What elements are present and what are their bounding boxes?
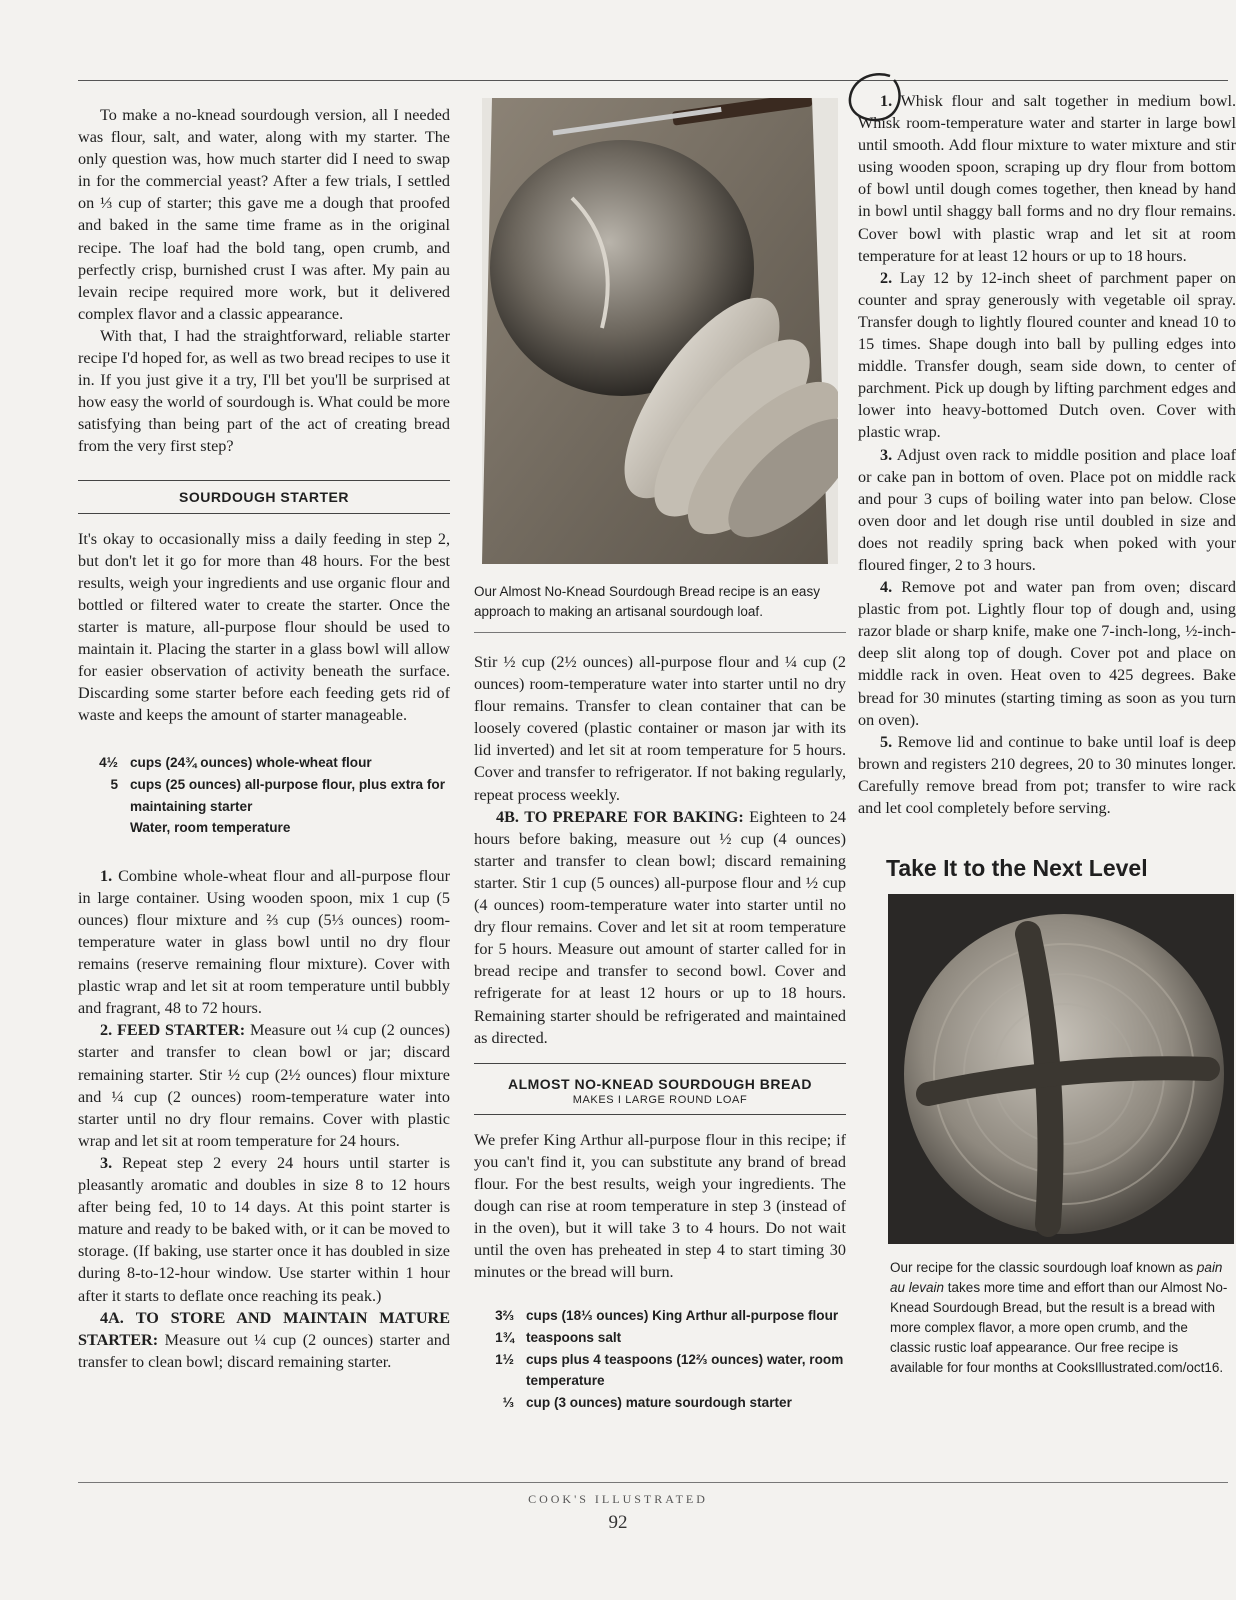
bread-step-1 [858,90,1236,267]
ingredient-desc: Water, room temperature [130,820,291,836]
ingredient-amount: 5 [110,776,118,792]
bread-step-5 [858,731,1236,819]
intro-paragraph-2: With that, I had the straightforward, reliable starter recipe I'd hoped for, as well as two bread recipes to use it in. If you just give it a try, I'll bet you'll be surprised at how easy the world of sourdough is. What could be more satisfying than being part of the act of creating bread from the very first step? [78,326,450,456]
round-loaf-image [888,894,1234,1244]
step-heading: TO STORE AND MAINTAIN MATURE STARTER: [78,1308,450,1349]
ingredient-desc: teaspoons salt [526,1329,622,1345]
column-left [78,96,450,1373]
ingredient-item [78,774,450,817]
ingredient-item [474,1327,846,1349]
pain-au-levain-photo [888,894,1234,1244]
ingredient-amount: 3⅔ [495,1308,514,1324]
top-rule [78,80,1228,81]
step-number: 4B. [496,807,519,826]
bread-yield: MAKES I LARGE ROUND LOAF [572,1093,748,1106]
ingredient-desc: cups (25 ounces) all-purpose flour, plus extra for maintaining starter [130,776,445,814]
step-text: Whisk flour and salt together in medium bowl. Whisk room-temperature water and starter in large bowl until smooth. Add flour mixture to water mixture and stir using wooden spoon, scraping up dry flour from bottom of bowl until dough comes together, then knead by hand in bowl until shaggy ball forms and no dry flour remains. Cover bowl with plastic wrap and let sit at room temperature for at least 12 hours or up to 18 hours. [858,92,1236,265]
step-text: Remove lid and continue to bake until loaf is deep brown and registers 210 degrees, 20 to 30 minutes longer. Carefully remove bread from pot; transfer to wire rack and let cool completely before serving. [858,732,1236,817]
ingredient-amount: 1½ [495,1351,514,1367]
starter-step-3 [78,1152,450,1307]
ingredient-item [78,817,450,839]
caption-text: Our recipe for the classic sourdough loaf known as [890,1260,1197,1276]
step-text: Adjust oven rack to middle position and place loaf or cake pan in bottom of oven. Place pot on middle rack and pour 3 cups of boiling water into pan below. Close oven door and let dough rise until doubled in size and does not readily spring back when poked with your floured finger, 2 to 3 hours. [858,445,1236,574]
bread-step-4 [858,576,1236,731]
starter-intro: It's okay to occasionally miss a daily feeding in step 2, but don't let it go for more than 48 hours. For the best results, weigh your ingredients and use organic flour and bottled or filtered water to create the starter. Once the starter is mature, all-purpose flour should be used to maintain it. Placing the starter in a glass bowl will allow for easier observation of activity beneath the surface. Discarding some starter before each feeding gets rid of waste and keeps the amount of starter manageable. [78,529,450,725]
ingredient-amount: 1¾ [495,1329,514,1345]
starter-ingredient-list [78,752,450,838]
step-text: Eighteen to 24 hours before baking, measure out ½ cup (4 ounces) starter and transfer to clean bowl; discard remaining starter. Stir 1 cup (5 ounces) all-purpose flour and ½ cup (4 ounces) room-temperature water into starter until no dry flour remains. Cover and let sit at room temperature for 5 hours. Measure out amount of starter called for in bread recipe and transfer to second bowl. Cover and refrigerate for at least 12 hours or up to 18 hours. Remaining starter should be refrigerated and maintained as directed. [474,807,846,1047]
sliced-loaf-image [482,98,838,564]
step-text: Lay 12 by 12-inch sheet of parchment paper on counter and spray generously with vegetable oil spray. Transfer dough to lightly floured counter and knead 10 to 15 times. Shape dough into ball by pulling edges into middle. Transfer dough, seam side down, to center of parchment. Pick up dough by lifting parchment edges and lower into heavy-bottomed Dutch oven. Cover with plastic wrap. [858,268,1236,442]
bread-step-2 [858,267,1236,444]
step-number: 3. [100,1153,113,1172]
ingredient-item [474,1392,846,1414]
no-knead-bread-photo [482,98,838,564]
step-heading: TO PREPARE FOR BAKING: [524,807,744,826]
bread-title: ALMOST NO-KNEAD SOURDOUGH BREAD [507,1075,813,1092]
bread-step-3 [858,444,1236,577]
starter-step-4b [474,806,846,1049]
caption-text: takes more time and effort than our Almost No-Knead Sourdough Bread, but the result is a bread with more complex flavor, a more open crumb, and the classic rustic loaf appearance. Our free recipe is available for four months at CooksIllustrated.com/oct16. [890,1280,1228,1376]
ingredient-item [474,1349,846,1392]
starter-step-1 [78,865,450,1020]
bread-intro: We prefer King Arthur all-purpose flour in this recipe; if you can't find it, you can substitute any brand of bread flour. For the best results, weigh your ingredients. The dough can rise at room temperature in step 3 (instead of in the oven), but it will take 3 to 4 hours. Do not wait until the oven has preheated in step 4 to start timing 30 minutes or the bread will burn. [474,1130,846,1282]
intro-paragraph-1: To make a no-knead sourdough version, all I needed was flour, salt, and water, along with my starter. The only question was, how much starter did I need to swap in for the commercial yeast? After a few trials, I settled on ⅓ cup of starter; this gave me a dough that proofed and baked in the same time frame as in the original recipe. The loaf had the bold tang, open crumb, and perfectly crisp, burnished crust I was after. My pain au levain recipe required more work, but it delivered complex flavor and a classic appearance. [78,106,450,323]
caption-rule [474,632,846,633]
step-number: 4A. [100,1308,124,1327]
step-number: 1. [100,866,113,885]
starter-title: SOURDOUGH STARTER [178,488,350,505]
step-number: 2. [100,1021,113,1040]
starter-step-4a [78,1307,450,1373]
step-text: Measure out ¼ cup (2 ounces) starter and transfer to clean bowl or jar; discard remaining starter. Stir ½ cup (2½ ounces) flour mixture and ¼ cup (2 ounces) room-temperature water into starter until no dry flour remains. Cover with plastic wrap and let sit at room temperature for 24 hours. [78,1021,450,1150]
section-rule [78,480,450,481]
ingredient-amount [78,817,130,839]
step-number: 1. [880,92,893,110]
starter-step-4a-continued: Stir ½ cup (2½ ounces) all-purpose flour and ¼ cup (2 ounces) room-temperature water into starter until no dry flour remains. Transfer to clean container that can be loosely covered (plastic container or mason jar with its lid inverted) and let sit at room temperature for 5 hours. Cover and transfer to refrigerator. If not baking regularly, repeat process weekly. [474,653,846,804]
step-text: Repeat step 2 every 24 hours until starter is pleasantly aromatic and doubles in size 8 to 12 hours after being fed, 10 to 14 days. At this point starter is mature and ready to be baked with, or it can be moved to storage. (If baking, use starter once it has doubled in size during 8-to-12-hour window. Use starter within 1 hour after it starts to deflate once reaching its peak.) [78,1153,450,1305]
magazine-name: COOK'S ILLUSTRATED [528,1492,708,1506]
ingredient-amount: 4½ [99,755,118,771]
section-rule [474,1063,846,1064]
photo-caption: Our Almost No-Knead Sourdough Bread recipe is an easy approach to making an artisanal sourdough loaf. [474,584,820,619]
caption-emphasis: pain au levain [890,1260,1223,1296]
step-number: 4. [880,578,893,597]
next-level-caption [890,1258,1230,1378]
step-number: 2. [880,268,893,287]
ingredient-desc: cups plus 4 teaspoons (12⅔ ounces) water, room temperature [526,1351,844,1389]
pen-circle-mark [842,66,912,136]
step-number: 5. [880,732,893,751]
column-middle [474,98,846,1413]
section-rule [78,513,450,514]
ingredient-desc: cups (24¾ ounces) whole-wheat flour [130,755,372,771]
next-level-title: Take It to the Next Level [886,855,1148,882]
column-right [858,90,1236,1378]
section-rule [474,1114,846,1115]
starter-step-2 [78,1019,450,1152]
ingredient-item [78,752,450,774]
ingredient-desc: cups (18⅓ ounces) King Arthur all-purpose flour [526,1308,839,1324]
ingredient-amount: ⅓ [502,1394,514,1410]
bottom-rule [78,1482,1228,1483]
ingredient-desc: cup (3 ounces) mature sourdough starter [526,1394,792,1410]
step-number: 3. [880,445,893,464]
ingredient-item [474,1305,846,1327]
step-text: Remove pot and water pan from oven; discard plastic from pot. Lightly flour top of dough and, using razor blade or sharp knife, make one 7-inch-long, ½-inch-deep slit along top of dough. Cover pot and place on middle rack in oven. Heat oven to 425 degrees. Bake bread for 30 minutes (starting timing as soon as you turn on oven). [858,578,1236,729]
bread-ingredient-list [474,1305,846,1413]
page-number: 92 [608,1512,628,1533]
step-text: Measure out ¼ cup (2 ounces) starter and transfer to clean bowl; discard remaining starter. [78,1330,450,1371]
step-text: Combine whole-wheat flour and all-purpose flour in large container. Using wooden spoon, mix 1 cup (5 ounces) flour mixture and ⅔ cup (5⅓ ounces) room-temperature water in glass bowl until no dry flour remains (reserve remaining flour mixture). Cover with plastic wrap and let sit at room temperature until bubbly and fragrant, 48 to 72 hours. [78,866,451,1018]
step-heading: FEED STARTER: [117,1021,246,1040]
